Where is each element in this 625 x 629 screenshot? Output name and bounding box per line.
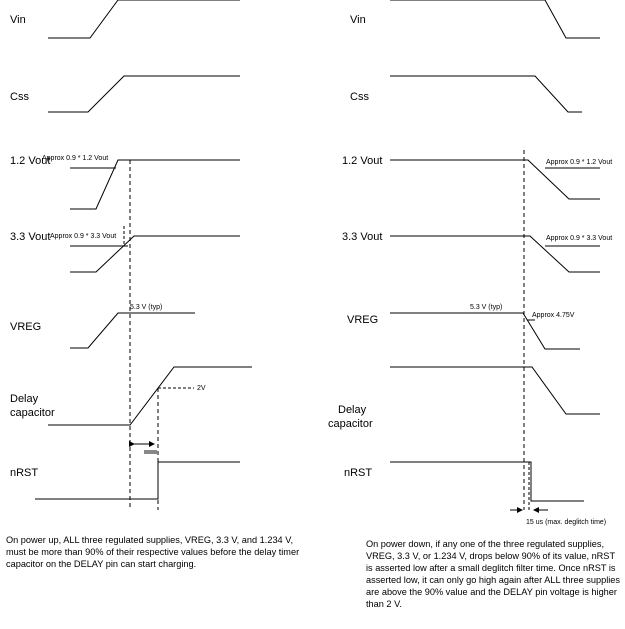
pu-delay-label-line2: capacitor	[10, 407, 55, 419]
pd-deglitch-annotation: 15 us (max. deglitch time)	[526, 519, 607, 526]
pu-delay-threshold-annotation: 2V	[197, 385, 206, 392]
pd-v33-label: 3.3 Vout	[342, 231, 383, 243]
pd-delay-label-line1: Delay	[338, 404, 367, 416]
pu-vreg-waveform	[70, 313, 195, 348]
pd-css-label: Css	[350, 91, 369, 103]
pu-vin-waveform	[48, 0, 240, 38]
power-up-diagram	[35, 0, 252, 510]
pd-vreg-threshold-annotation: Approx 4.75V	[532, 312, 575, 319]
pu-css-label: Css	[10, 91, 29, 103]
pd-nrst-label: nRST	[344, 467, 373, 479]
pd-vin-label: Vin	[350, 14, 366, 26]
pd-vreg-label: VREG	[347, 314, 379, 326]
pd-v12-label: 1.2 Vout	[342, 155, 383, 167]
pu-v12-label: 1.2 Vout	[10, 155, 51, 167]
pu-nrst-waveform	[35, 462, 240, 499]
pd-vin-waveform	[390, 0, 600, 38]
pd-v33-threshold-annotation: Approx 0.9 * 3.3 Vout	[546, 235, 613, 242]
pd-nrst-waveform	[390, 462, 584, 501]
pu-css-waveform	[48, 76, 240, 112]
pu-vreg-level-annotation: 5.3 V (typ)	[130, 304, 163, 311]
power-down-labels	[328, 14, 612, 526]
pu-v33-waveform	[70, 236, 240, 272]
pu-vin-label: Vin	[10, 14, 26, 26]
pu-v12-waveform	[70, 160, 240, 209]
pu-v12-threshold-annotation: Approx 0.9 * 1.2 Vout	[42, 155, 109, 162]
pu-v33-threshold-annotation: Approx 0.9 * 3.3 Vout	[50, 233, 117, 240]
pu-delay-time-hatch	[144, 450, 157, 454]
pd-delay-waveform	[390, 367, 600, 414]
power-up-caption: On power up, ALL three regulated supplies, VREG, 3.3 V, and 1.234 V, must be more than 90% of their respective values before the delay timer capacitor on the DELAY pin can start charging.	[6, 535, 300, 569]
pd-css-waveform	[390, 76, 582, 112]
pu-delay-waveform	[48, 367, 252, 425]
pu-vreg-label: VREG	[10, 321, 42, 333]
pd-delay-label-line2: capacitor	[328, 418, 373, 430]
power-down-diagram	[390, 0, 600, 510]
power-down-caption: On power down, if any one of the three regulated supplies, VREG, 3.3 V, or 1.234 V, drops below 90% of its value, nRST is asserted low after a small deglitch filter time. Once nRST is asserted low, it can only go high again after ALL three supplies are above the 90% value and the DELAY pin voltage is higher than 2 V.	[366, 539, 621, 609]
pu-nrst-label: nRST	[10, 467, 39, 479]
pu-delay-label-line1: Delay	[10, 393, 39, 405]
pd-vreg-level-annotation: 5.3 V (typ)	[470, 304, 503, 311]
pd-v12-threshold-annotation: Approx 0.9 * 1.2 Vout	[546, 159, 613, 166]
pu-v33-label: 3.3 Vout	[10, 231, 51, 243]
